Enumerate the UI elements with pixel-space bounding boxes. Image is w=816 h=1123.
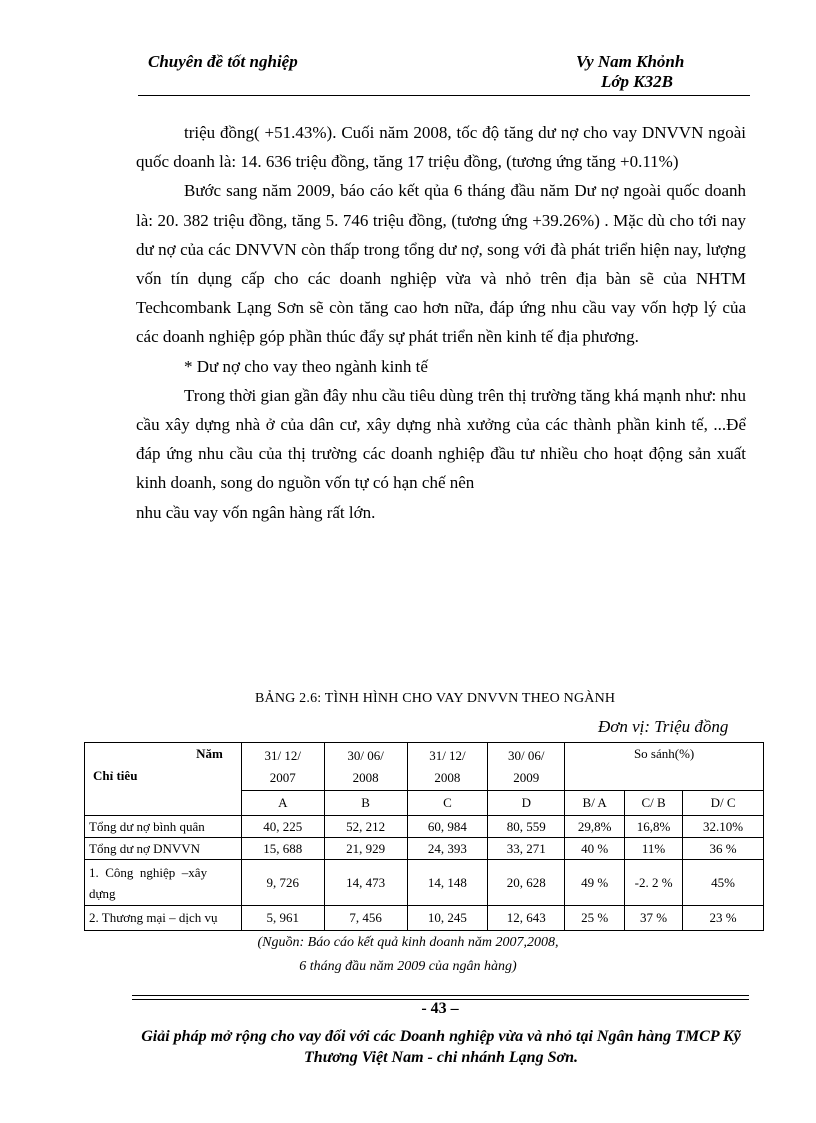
cell: 40 % [565,838,625,860]
cell: 10, 245 [407,906,488,931]
col-header [241,743,324,791]
cell: 5, 961 [241,906,324,931]
col-date: 30/ 06/ [347,747,384,763]
cell: 21, 929 [324,838,407,860]
compare-code: D/ C [683,791,764,816]
col-year: 2009 [513,769,540,785]
cell: 29,8% [565,816,625,838]
cell: 60, 984 [407,816,488,838]
col-year: 2007 [269,769,296,785]
row-label [85,860,242,906]
footer-rule [132,995,749,996]
col-code: D [488,791,565,816]
compare-code: B/ A [565,791,625,816]
cell: 9, 726 [241,860,324,906]
table-row [85,816,764,838]
row-label: 2. Thương mại – dịch vụ [85,906,242,931]
col-code: B [324,791,407,816]
table-unit: Đơn vị: Triệu đồng [598,717,729,736]
cell: 36 % [683,838,764,860]
col-date: 30/ 06/ [508,747,545,763]
cell: 37 % [625,906,683,931]
header-rule [138,95,750,96]
cell: 24, 393 [407,838,488,860]
col-header [324,743,407,791]
corner-indicator: Chỉ tiêu [93,768,138,783]
header-title: Chuyên đề tốt nghiệp [148,52,298,71]
compare-code: C/ B [625,791,683,816]
cell: 49 % [565,860,625,906]
footer-title: Giải pháp mở rộng cho vay đối với các Doanh nghiệp vừa và nhỏ tại Ngân hàng TMCP Kỹ Thương Việt Nam - chi nhánh Lạng Sơn. [141,1028,741,1066]
table-header-row [85,743,764,791]
row-label: Tổng dư nợ DNVVN [85,838,242,860]
cell: 45% [683,860,764,906]
cell: 52, 212 [324,816,407,838]
row-label-line: 1. Công nghiệp –xây [89,864,208,880]
table-title: BẢNG 2.6: TÌNH HÌNH CHO VAY DNVVN THEO NGÀNH [255,691,616,706]
cell: 12, 643 [488,906,565,931]
cell: 16,8% [625,816,683,838]
corner-year: Năm [196,746,223,761]
table-row [85,906,764,931]
row-label-line: dựng [89,885,116,901]
col-year: 2008 [352,769,379,785]
col-code: C [407,791,488,816]
paragraph: triệu đồng( +51.43%). Cuối năm 2008, tốc độ tăng dư nợ cho vay DNVVN ngoài quốc doanh là: 14. 636 triệu đồng, tăng 17 triệu đồng, (tương ứng tăng +0.11%) [136,123,746,172]
paragraph: Trong thời gian gần đây nhu cầu tiêu dùng trên thị trường tăng khá mạnh như: nhu cầu xây dựng nhà ở của dân cư, xây dựng nhà xưởng của các thành phần kinh tế, ...Để đáp ứng nhu cầu của thị trường các doanh nghiệp đầu tư nhiều cho hoạt động sản xuất kinh doanh, song do nguồn vốn tự có hạn chế nên [136,385,746,493]
table-row [85,838,764,860]
cell: 7, 456 [324,906,407,931]
cell: 80, 559 [488,816,565,838]
cell: 15, 688 [241,838,324,860]
cell: 14, 473 [324,860,407,906]
col-header [407,743,488,791]
row-label: Tổng dư nợ bình quân [85,816,242,838]
cell: 33, 271 [488,838,565,860]
cell: 40, 225 [241,816,324,838]
cell: 23 % [683,906,764,931]
col-date: 31/ 12/ [264,747,302,763]
cell: 20, 628 [488,860,565,906]
paragraph: nhu cầu vay vốn ngân hàng rất lớn. [136,502,376,522]
cell: 11% [625,838,683,860]
author-class: Lớp K32B [601,72,673,91]
table-source: 6 tháng đầu năm 2009 của ngân hàng) [299,959,517,974]
table-source: (Nguồn: Báo cáo kết quả kinh doanh năm 2007,2008, [257,935,559,950]
compare-header: So sánh(%) [565,743,764,791]
header-author [576,52,684,92]
cell: 32.10% [683,816,764,838]
page-number: - 43 – [421,1000,459,1017]
cell: -2. 2 % [625,860,683,906]
section-bullet: * Dư nợ cho vay theo ngành kinh tế [184,356,428,376]
paragraph: Bước sang năm 2009, báo cáo kết qủa 6 tháng đầu năm Dư nợ ngoài quốc doanh là: 20. 382 triệu đồng, tăng 5. 746 triệu đồng, (tương ứng +39.26%) . Mặc dù cho tới nay dư nợ của các DNVVN còn thấp trong tổng dư nợ, song với đà phát triển hiện nay, lượng vốn tín dụng cấp cho các doanh nghiệp vừa và nhỏ trên địa bàn sẽ của NHTM Techcombank Lạng Sơn sẽ còn tăng cao hơn nữa, đáp ứng nhu cầu vay vốn hợp lý của các doanh nghiệp góp phần thúc đẩy sự phát triển nền kinh tế địa phương. [136,181,746,347]
author-name: Vy Nam Khỏnh [576,52,685,71]
col-date: 31/ 12/ [429,747,466,763]
loan-table [84,742,764,931]
corner-cell [85,743,242,816]
col-header [488,743,565,791]
table-row [85,860,764,906]
cell: 14, 148 [407,860,488,906]
col-code: A [241,791,324,816]
body-text [136,118,746,527]
col-year: 2008 [434,769,461,785]
cell: 25 % [565,906,625,931]
